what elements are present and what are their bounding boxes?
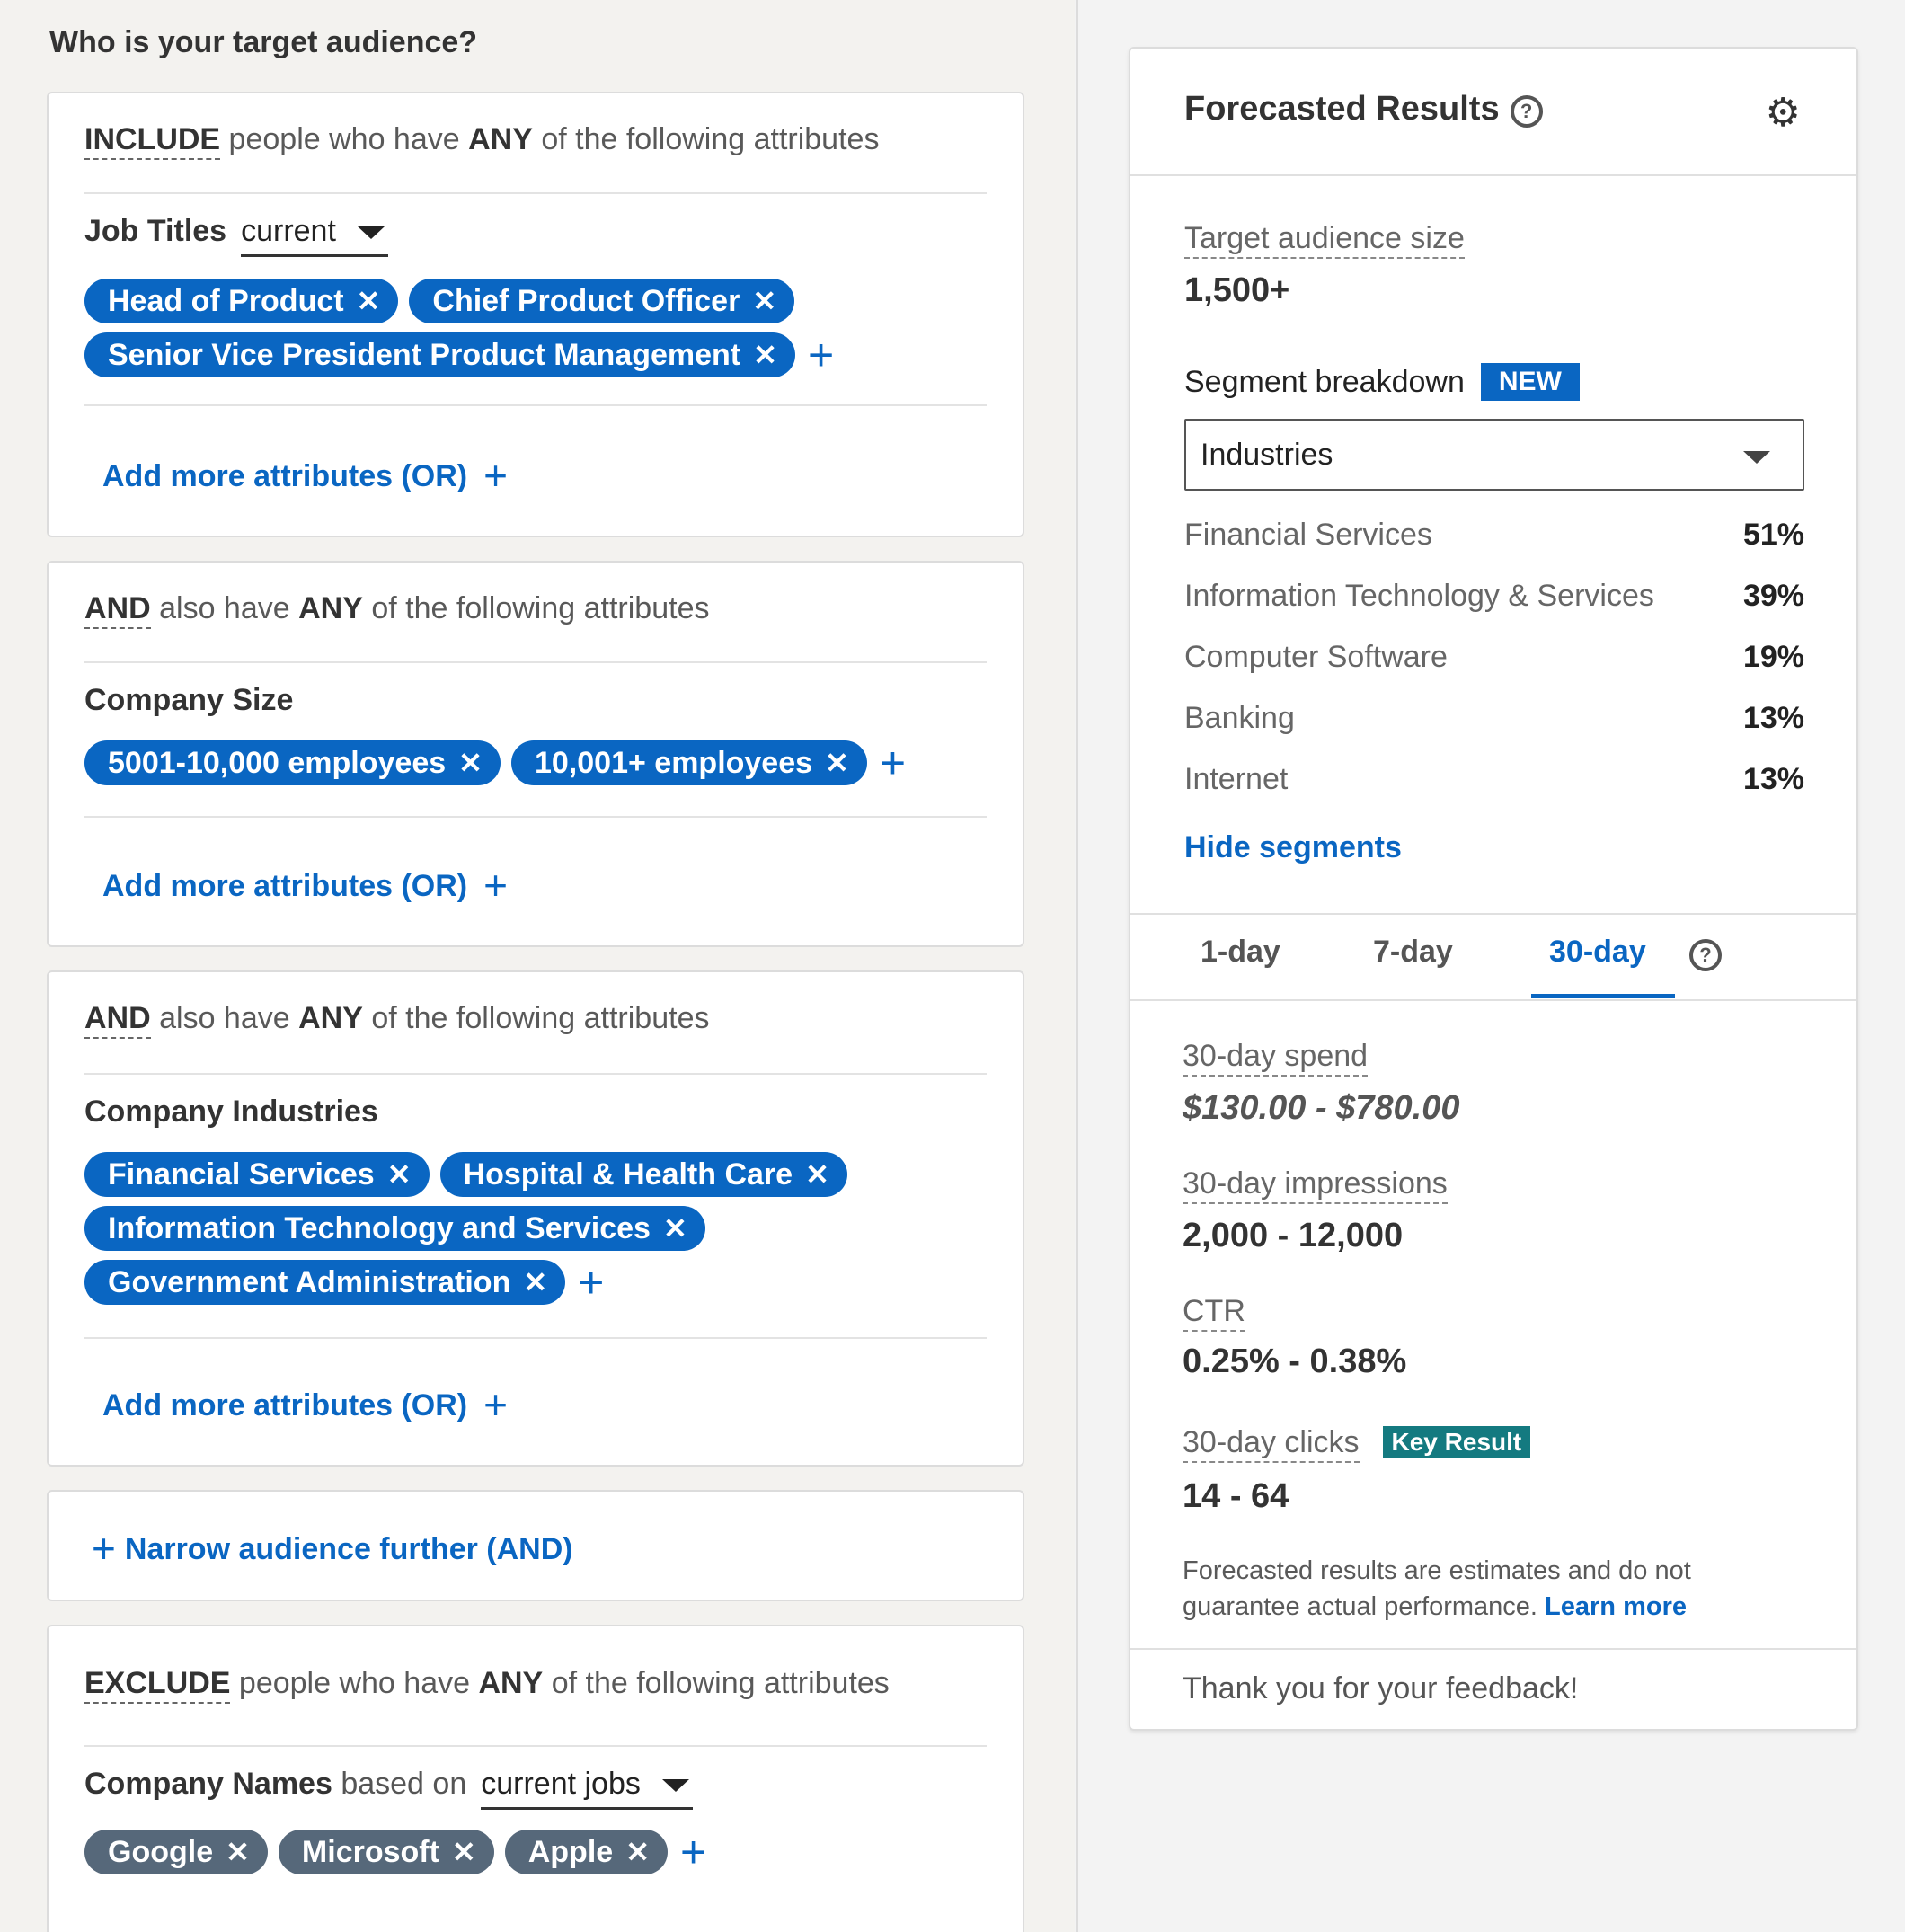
forecast-title: Forecasted Results ? [1184,90,1543,129]
caret-down-icon [358,226,385,239]
plus-icon: + [483,862,508,908]
close-icon[interactable]: ✕ [752,285,777,317]
learn-more-link[interactable]: Learn more [1545,1592,1687,1621]
impressions-value: 2,000 - 12,000 [1183,1217,1404,1254]
audience-size-label: Target audience size [1184,221,1465,256]
and-heading: AND also have ANY of the following attributes [84,591,709,626]
attribute-pill[interactable]: Chief Product Officer ✕ [409,279,794,323]
excluded-pill[interactable]: Google ✕ [84,1830,268,1874]
segment-row: Information Technology & Services 39% [1184,579,1804,613]
clicks-value: 14 - 64 [1183,1477,1289,1515]
segment-select[interactable]: Industries [1184,419,1804,491]
close-icon[interactable]: ✕ [753,339,777,371]
pill-row [84,1206,705,1251]
clicks-label: 30-day clicks Key Result [1183,1425,1530,1460]
attribute-pill[interactable]: 5001-10,000 employees ✕ [84,740,501,785]
attribute-pill[interactable]: Financial Services ✕ [84,1152,430,1197]
key-result-badge: Key Result [1383,1426,1531,1458]
divider [84,816,987,818]
company-industries-label: Company Industries [84,1095,378,1129]
and-keyword[interactable]: AND [84,1001,151,1039]
audience-size-value: 1,500+ [1184,271,1290,309]
pill-row [84,1827,707,1877]
segment-row: Financial Services 51% [1184,518,1804,552]
pill-row [84,279,794,323]
hide-segments-link[interactable]: Hide segments [1184,830,1402,864]
close-icon[interactable]: ✕ [451,1836,476,1868]
tab-30-day[interactable]: 30-day [1549,935,1646,969]
help-circle-icon[interactable]: ? [1689,939,1722,971]
add-more-attributes-button[interactable]: Add more attributes (OR) + [102,862,508,908]
include-keyword[interactable]: INCLUDE [84,122,220,160]
active-tab-indicator [1531,994,1675,998]
job-titles-row: Job Titles current [84,214,388,257]
excluded-pill[interactable]: Microsoft ✕ [279,1830,494,1874]
plus-icon[interactable]: + [807,330,835,380]
ctr-label: CTR [1183,1294,1245,1329]
ctr-value: 0.25% - 0.38% [1183,1343,1407,1380]
exclude-card [47,1625,1024,1932]
close-icon[interactable]: ✕ [356,285,381,317]
spend-label: 30-day spend [1183,1039,1368,1074]
divider [84,661,987,663]
pill-row [84,1257,605,1307]
pill-row [84,738,907,788]
section-title: Who is your target audience? [49,25,478,59]
and-card-industries [47,970,1024,1467]
plus-icon: + [483,1381,508,1428]
add-more-attributes-button[interactable]: Add more attributes (OR) + [102,1381,508,1428]
exclude-keyword[interactable]: EXCLUDE [84,1666,230,1704]
help-circle-icon[interactable]: ? [1511,95,1543,128]
segment-row: Computer Software 19% [1184,640,1804,674]
caret-down-icon [1743,451,1770,464]
feedback-message: Thank you for your feedback! [1183,1671,1579,1706]
add-more-attributes-button[interactable]: Add more attributes (OR) + [102,452,508,499]
close-icon[interactable]: ✕ [625,1836,650,1868]
narrow-audience-button[interactable]: + Narrow audience further (AND) [92,1525,573,1572]
segment-row: Banking 13% [1184,701,1804,735]
segment-row: Internet 13% [1184,762,1804,796]
plus-icon[interactable]: + [680,1827,707,1877]
caret-down-icon [662,1779,689,1792]
attribute-pill[interactable]: Hospital & Health Care ✕ [440,1152,847,1197]
close-icon[interactable]: ✕ [825,747,849,779]
narrow-audience-card [47,1490,1024,1601]
plus-icon: + [92,1525,116,1572]
job-titles-timeframe-select[interactable]: current [241,214,388,257]
attribute-pill[interactable]: Senior Vice President Product Management ✕ [84,332,795,377]
close-icon[interactable]: ✕ [386,1158,412,1191]
divider [1130,999,1856,1001]
impressions-label: 30-day impressions [1183,1166,1448,1201]
and-card-company-size [47,561,1024,947]
tab-7-day[interactable]: 7-day [1373,935,1453,969]
divider [84,1073,987,1075]
include-heading: INCLUDE people who have ANY of the following attributes [84,122,879,157]
close-icon[interactable]: ✕ [523,1266,548,1298]
divider [84,192,987,194]
close-icon[interactable]: ✕ [458,747,483,779]
include-card [47,92,1024,537]
company-size-label: Company Size [84,683,294,717]
company-names-row: Company Names based on current jobs [84,1767,693,1810]
attribute-pill[interactable]: Government Administration ✕ [84,1260,565,1305]
close-icon[interactable]: ✕ [805,1158,829,1191]
plus-icon[interactable]: + [879,738,907,788]
new-badge: NEW [1481,363,1580,401]
pill-row [84,1152,847,1197]
divider [84,1745,987,1747]
divider [1130,913,1856,915]
divider [84,404,987,406]
tab-1-day[interactable]: 1-day [1201,935,1280,969]
spend-value: $130.00 - $780.00 [1183,1089,1460,1127]
pill-row [84,330,835,380]
exclude-heading: EXCLUDE people who have ANY of the following attributes [84,1666,890,1701]
segment-breakdown-label: Segment breakdown NEW [1184,363,1580,401]
forecast-disclaimer: Forecasted results are estimates and do not guarantee actual performance. Learn more [1183,1556,1691,1621]
attribute-pill[interactable]: 10,001+ employees ✕ [511,740,867,785]
attribute-pill[interactable]: Information Technology and Services ✕ [84,1206,705,1251]
excluded-pill[interactable]: Apple ✕ [505,1830,668,1874]
plus-icon: + [483,452,508,499]
divider [84,1337,987,1339]
close-icon[interactable]: ✕ [662,1212,687,1245]
plus-icon[interactable]: + [578,1257,605,1307]
divider [1130,1648,1856,1650]
close-icon[interactable]: ✕ [226,1836,250,1868]
attribute-pill[interactable]: Head of Product ✕ [84,279,398,323]
and-keyword[interactable]: AND [84,591,151,629]
gear-icon[interactable]: ⚙ [1765,91,1801,135]
and-heading: AND also have ANY of the following attributes [84,1001,709,1036]
divider [1130,174,1856,176]
company-names-timeframe-select[interactable]: current jobs [481,1767,693,1810]
